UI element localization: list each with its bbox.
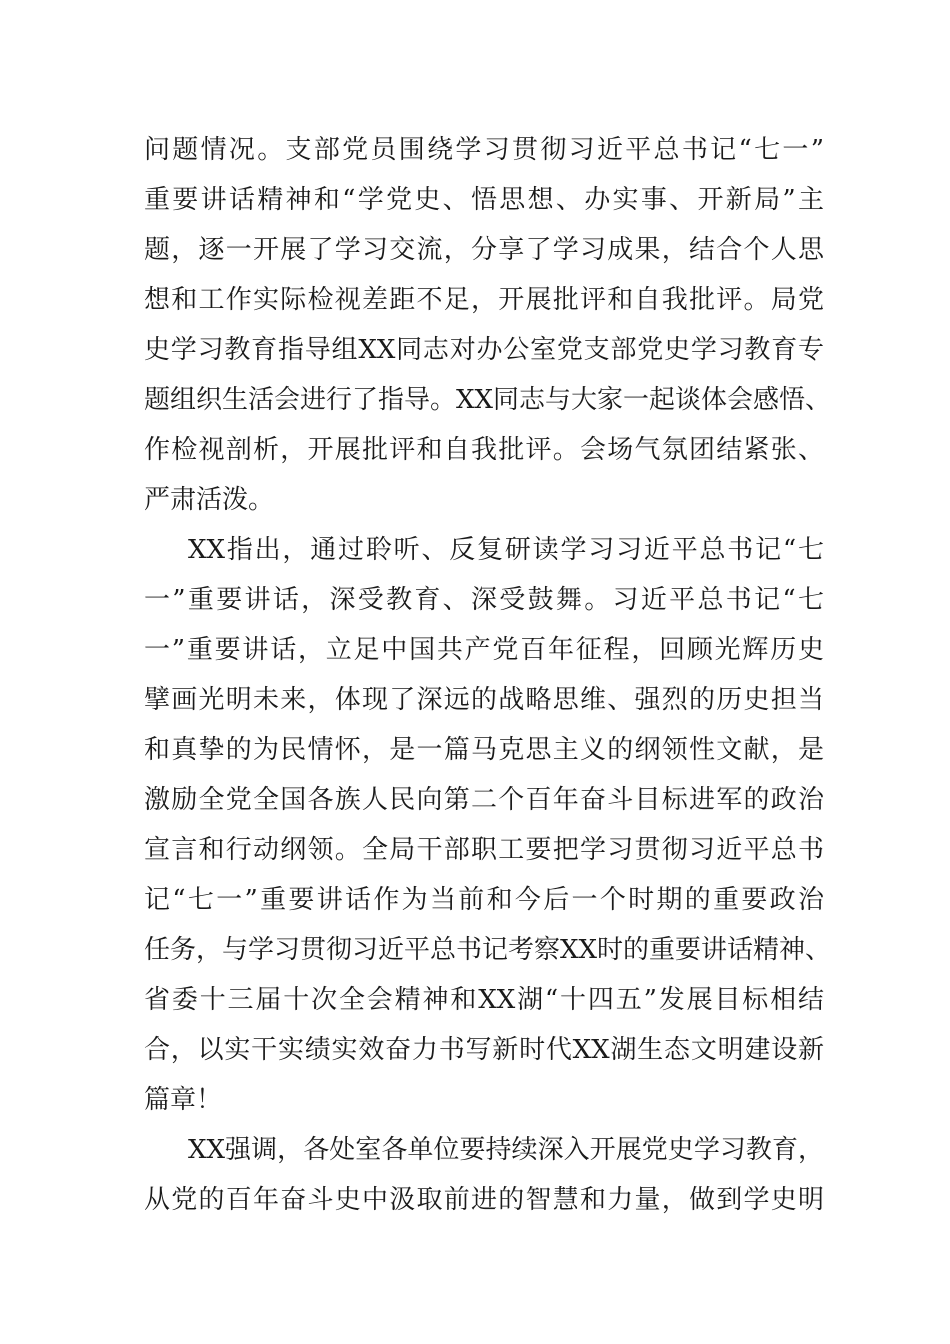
text-line: 一”重要讲话，深受教育、深受鼓舞。习近平总书记“七 (144, 585, 824, 615)
text-line: 记“七一”重要讲话作为当前和今后一个时期的重要政治 (144, 885, 824, 915)
text-line: 宣言和行动纲领。全局干部职工要把学习贯彻习近平总书 (144, 835, 824, 865)
text-line: 想和工作实际检视差距不足，开展批评和自我批评。局党 (144, 285, 824, 315)
text-line: 激励全党全国各族人民向第二个百年奋斗目标进军的政治 (144, 785, 824, 815)
text-line: 篇章！ (144, 1085, 223, 1115)
text-line: 题，逐一开展了学习交流，分享了学习成果，结合个人思 (144, 235, 824, 265)
text-line: 题组织生活会进行了指导。XX同志与大家一起谈体会感悟、 (144, 385, 832, 415)
text-line: 严肃活泼。 (144, 485, 275, 515)
text-line: 一”重要讲话，立足中国共产党百年征程，回顾光辉历史 (144, 635, 824, 665)
text-line: 重要讲话精神和“学党史、悟思想、办实事、开新局”主 (144, 185, 824, 215)
text-line: 和真挚的为民情怀，是一篇马克思主义的纲领性文献，是 (144, 735, 824, 765)
text-line: 从党的百年奋斗史中汲取前进的智慧和力量，做到学史明 (144, 1185, 824, 1215)
text-line: 问题情况。支部党员围绕学习贯彻习近平总书记“七一” (144, 135, 824, 165)
text-line: 史学习教育指导组XX同志对办公室党支部党史学习教育专 (144, 335, 824, 365)
text-line: 擘画光明未来，体现了深远的战略思维、强烈的历史担当 (144, 685, 824, 715)
text-line: 合，以实干实绩实效奋力书写新时代XX湖生态文明建设新 (144, 1035, 824, 1065)
text-line: XX强调，各处室各单位要持续深入开展党史学习教育， (188, 1135, 824, 1165)
text-line: 省委十三届十次全会精神和XX湖“十四五”发展目标相结 (144, 985, 824, 1015)
text-line: 任务，与学习贯彻习近平总书记考察XX时的重要讲话精神、 (144, 935, 832, 965)
text-line: XX指出，通过聆听、反复研读学习习近平总书记“七 (188, 535, 824, 565)
text-line: 作检视剖析，开展批评和自我批评。会场气氛团结紧张、 (144, 435, 824, 465)
